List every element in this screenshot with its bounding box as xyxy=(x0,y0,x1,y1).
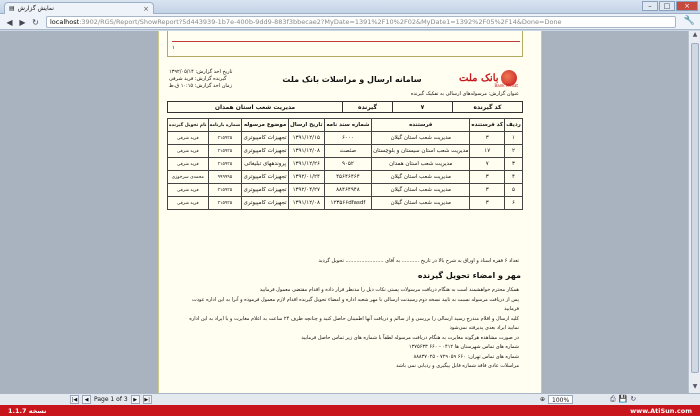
page-controls xyxy=(70,395,152,404)
table-row xyxy=(168,145,523,158)
address-bar[interactable] xyxy=(46,16,676,28)
refresh-icon[interactable]: ↻ xyxy=(630,395,637,403)
cell-receiver-name: محمدی سرخوزی xyxy=(168,171,209,184)
footer-site[interactable]: www.AtiSun.com xyxy=(630,406,692,415)
cell-doc-number: ۹۰۵۲ xyxy=(324,158,371,171)
table-row xyxy=(168,197,523,210)
logo-text: بانک ملت xyxy=(459,72,499,84)
cell-send-date: ۱۳۹۲/۰۴/۲۷ xyxy=(288,184,324,197)
cell-sender-code: ۳ xyxy=(470,197,505,210)
meta-by: گیرنده گزارش: فرید شرفی xyxy=(169,76,227,82)
table-row xyxy=(168,184,523,197)
cell-subject: تجهیزات کامپیوتری xyxy=(242,184,289,197)
table-row xyxy=(168,171,523,184)
toolbar-icons xyxy=(610,395,636,404)
last-page-icon[interactable]: ▶| xyxy=(144,397,150,403)
col-subject: موضوع مرسوله xyxy=(242,119,289,132)
cell-doc-number: صثصث xyxy=(324,145,371,158)
cell-sender-code: ۷ xyxy=(470,158,505,171)
vertical-scrollbar[interactable] xyxy=(688,31,700,393)
cell-subject: تجهیزات کامپیوتری xyxy=(242,171,289,184)
footer-version: نسخه 1.1.7 xyxy=(8,406,47,415)
back-arrow-icon[interactable]: ◀ xyxy=(6,18,13,27)
next-page-icon[interactable]: ▶ xyxy=(131,395,140,404)
summary-line: تعداد ۶ فقره اسناد و اوراق به شرح بالا در تاریخ ........... به آقای ........................ تحویل گردید xyxy=(318,258,519,264)
cell-row: ۵ xyxy=(505,184,523,197)
scroll-up-icon[interactable]: ▲ xyxy=(692,31,698,38)
note-item: پس از دریافت مرسوله نسبت به تایید نسخه دوم رسیدنت ارسالی با مهر شعبه اداره و امضاء تحویل گیرنده اقدام لازم معمول فرموده و آنرا به این اداره عودت فرمایید xyxy=(192,296,519,312)
receiver-label: گیرنده xyxy=(342,102,392,112)
cell-subject: پروندههای تبلیغاتی xyxy=(242,158,289,171)
report-viewport xyxy=(0,31,700,393)
cell-receiver-name: فرید شرفی xyxy=(168,197,209,210)
cell-doc-number: ۱۲۳۵۶۶dfasdf xyxy=(324,197,371,210)
cell-send-date: ۱۳۹۱/۱۲/۰۸ xyxy=(288,197,324,210)
url-host: localhost xyxy=(50,18,80,26)
col-waybill: شماره بارنامه xyxy=(208,119,242,132)
cell-receiver-name: فرید شرفی xyxy=(168,132,209,145)
cell-send-date: ۱۳۹۱/۱۲/۰۸ xyxy=(288,145,324,158)
table-header-row xyxy=(168,119,523,132)
minimize-button[interactable]: – xyxy=(642,1,658,11)
col-sender: فرستنده xyxy=(372,119,470,132)
report-page xyxy=(158,31,542,393)
cell-waybill: ۳۱۵۹۳۵ xyxy=(208,158,242,171)
page-icon: ▤ xyxy=(9,5,15,12)
receiver-code-value: ۷ xyxy=(392,102,452,112)
first-page-icon[interactable]: |◀ xyxy=(71,397,78,403)
shipments-table xyxy=(167,118,523,210)
report-meta xyxy=(169,69,255,90)
note-item: در صورت مشاهده هرگونه مغایرت به هنگام دریافت مرسوله لطفاً با شماره های زیر تماس حاصل فرمایید xyxy=(301,334,519,341)
notes-list xyxy=(181,286,519,372)
cell-subject: تجهیزات کامپیوتری xyxy=(242,132,289,145)
cell-waybill: ۳۱۵۹۳۵ xyxy=(208,132,242,145)
cell-sender-code: ۳ xyxy=(470,132,505,145)
logo-latin: Bank Mellat xyxy=(494,83,518,88)
wrench-menu-icon[interactable]: 🔧 xyxy=(683,16,695,26)
report-header xyxy=(167,69,523,101)
url-path: :3902/RGS/Report/ShowReport?5d443939-1b7e-400b-9dd9-883f3bbecae2?MyDate=1391%2F10%2F02&MyDate1=1392%2F05%2F14&Done=Done xyxy=(79,18,562,26)
tab-title: نمایش گزارش xyxy=(17,5,54,12)
note-item: کلیه ارسال و اقلام مندرج رسید ارسالی را بررسی و از سالم و دریافت آنها اطمینان حاصل کنید و چنانچه ظرف ۲۴ ساعت به اعلام مغایرت و یا ایراد به این اداره نمایید ایراد بعدی پذیرفته نمی‌شود xyxy=(189,315,519,331)
bank-logo xyxy=(459,69,519,87)
cell-waybill: ۳۱۵۹۳۵ xyxy=(208,197,242,210)
cell-doc-number: ۶۰۰۰ xyxy=(324,132,371,145)
cell-sender-code: ۳ xyxy=(470,171,505,184)
cell-row: ۳ xyxy=(505,158,523,171)
zoom-select[interactable]: 100% xyxy=(548,395,573,404)
browser-tab[interactable] xyxy=(4,2,154,14)
col-sender-code: کد فرستنده xyxy=(470,119,505,132)
print-icon[interactable]: ⎙ xyxy=(610,395,616,403)
cell-sender: مدیریت شعب استان گیلان xyxy=(372,132,470,145)
cell-doc-number: ۴۵۶۴۶۴۶۴ xyxy=(324,171,371,184)
previous-page-tail xyxy=(167,31,523,57)
col-send-date: تاریخ ارسال xyxy=(288,119,324,132)
cell-row: ۴ xyxy=(505,171,523,184)
red-divider xyxy=(172,41,520,42)
zoom-control xyxy=(540,395,573,404)
cell-sender: مدیریت شعب استان گیلان xyxy=(372,171,470,184)
cell-sender: مدیریت شعب استان گیلان xyxy=(372,197,470,210)
cell-send-date: ۱۳۹۱/۱۲/۲۶ xyxy=(288,158,324,171)
note-item: شماره های تماس تهران: ۶۶۰ ۷۲۹۰۵۹ - ۸۸۸۳۷۰۲۵ xyxy=(413,353,519,360)
table-row xyxy=(168,132,523,145)
meta-date: تاریخ اخذ گزارش: ۱۳۹۲/۰۵/۱۴ xyxy=(169,69,233,75)
note-item: شماره های تماس شهرستان ها ۰۴۱۲ - ۶۶۰ ۱۳۷۵۶۳۳ xyxy=(408,344,519,350)
cell-receiver-name: فرید شرفی xyxy=(168,158,209,171)
zoom-icon: ⊕ xyxy=(540,396,546,403)
cell-waybill: ۳۱۵۹۳۵ xyxy=(208,184,242,197)
scroll-thumb[interactable] xyxy=(691,43,699,373)
receiver-value: مدیریت شعب استان همدان xyxy=(214,103,296,111)
cell-receiver-name: فرید شرفی xyxy=(168,184,209,197)
receiver-info xyxy=(167,101,523,113)
page-number: ۱ xyxy=(172,45,175,51)
forward-arrow-icon[interactable]: ▶ xyxy=(19,18,26,27)
scroll-down-icon[interactable]: ▼ xyxy=(692,383,698,390)
cell-doc-number: ۸۸۴۶۴۹۴۸ xyxy=(324,184,371,197)
cell-subject: تجهیزات کامپیوتری xyxy=(242,145,289,158)
cell-sender: مدیریت شعب استان سیستان و بلوچستان xyxy=(372,145,470,158)
cell-row: ۲ xyxy=(505,145,523,158)
col-receiver-name: نام تحویل گیرنده xyxy=(168,119,209,132)
report-title: سامانه ارسال و مراسلات بانک ملت xyxy=(282,75,422,84)
table-row xyxy=(168,158,523,171)
close-window-button[interactable]: × xyxy=(676,1,698,11)
app-footer xyxy=(0,405,700,416)
seal-title: مهر و امضاء تحویل گیرنده xyxy=(417,271,521,280)
cell-sender: مدیریت شعب استان گیلان xyxy=(372,184,470,197)
browser-titlebar xyxy=(0,0,700,14)
browser-toolbar xyxy=(0,14,700,30)
cell-sender-code: ۱۷ xyxy=(470,145,505,158)
cell-send-date: ۱۳۹۲/۰۱/۲۴ xyxy=(288,171,324,184)
meta-time: زمان اخذ گزارش: ۱۰:۱۵ ق.ظ xyxy=(169,83,233,89)
cell-waybill: ۳۱۵۹۳۵ xyxy=(208,145,242,158)
note-item: مراسلات عادی فاقد شماره قابل پیگیری و ردیابی نمی باشد xyxy=(396,363,519,369)
prev-page-icon[interactable]: ◀ xyxy=(82,395,91,404)
cell-subject: تجهیزات کامپیوتری xyxy=(242,197,289,210)
tab-close-icon[interactable]: × xyxy=(143,4,149,13)
reload-icon[interactable]: ↻ xyxy=(32,18,39,27)
cell-row: ۱ xyxy=(505,132,523,145)
window-controls xyxy=(642,1,698,11)
col-doc-number: شماره سند نامه xyxy=(324,119,371,132)
col-row: ردیف xyxy=(505,119,523,132)
cell-row: ۶ xyxy=(505,197,523,210)
report-subtitle: عنوان گزارش: مرسوله‌های ارسالی به تفکیک گیرنده xyxy=(410,91,519,97)
receiver-code-label: کد گیرنده xyxy=(452,102,522,112)
save-icon[interactable]: 💾 xyxy=(618,395,628,403)
cell-receiver-name: فرید شرفی xyxy=(168,145,209,158)
note-item: همکار محترم خواهشمند است به هنگام دریافت مرسولات پستی نکات ذیل را مدنظر قرار داده و اقدام مقتضی معمول فرمایید xyxy=(259,287,519,293)
page-indicator: Page 1 of 3 xyxy=(94,396,128,403)
maximize-button[interactable]: □ xyxy=(659,1,675,11)
cell-send-date: ۱۳۹۱/۱۲/۱۵ xyxy=(288,132,324,145)
cell-sender-code: ۳ xyxy=(470,184,505,197)
report-toolbar xyxy=(0,393,700,405)
cell-waybill: ۹۹۹۹۹۵ xyxy=(208,171,242,184)
cell-sender: مدیریت شعب استان همدان xyxy=(372,158,470,171)
